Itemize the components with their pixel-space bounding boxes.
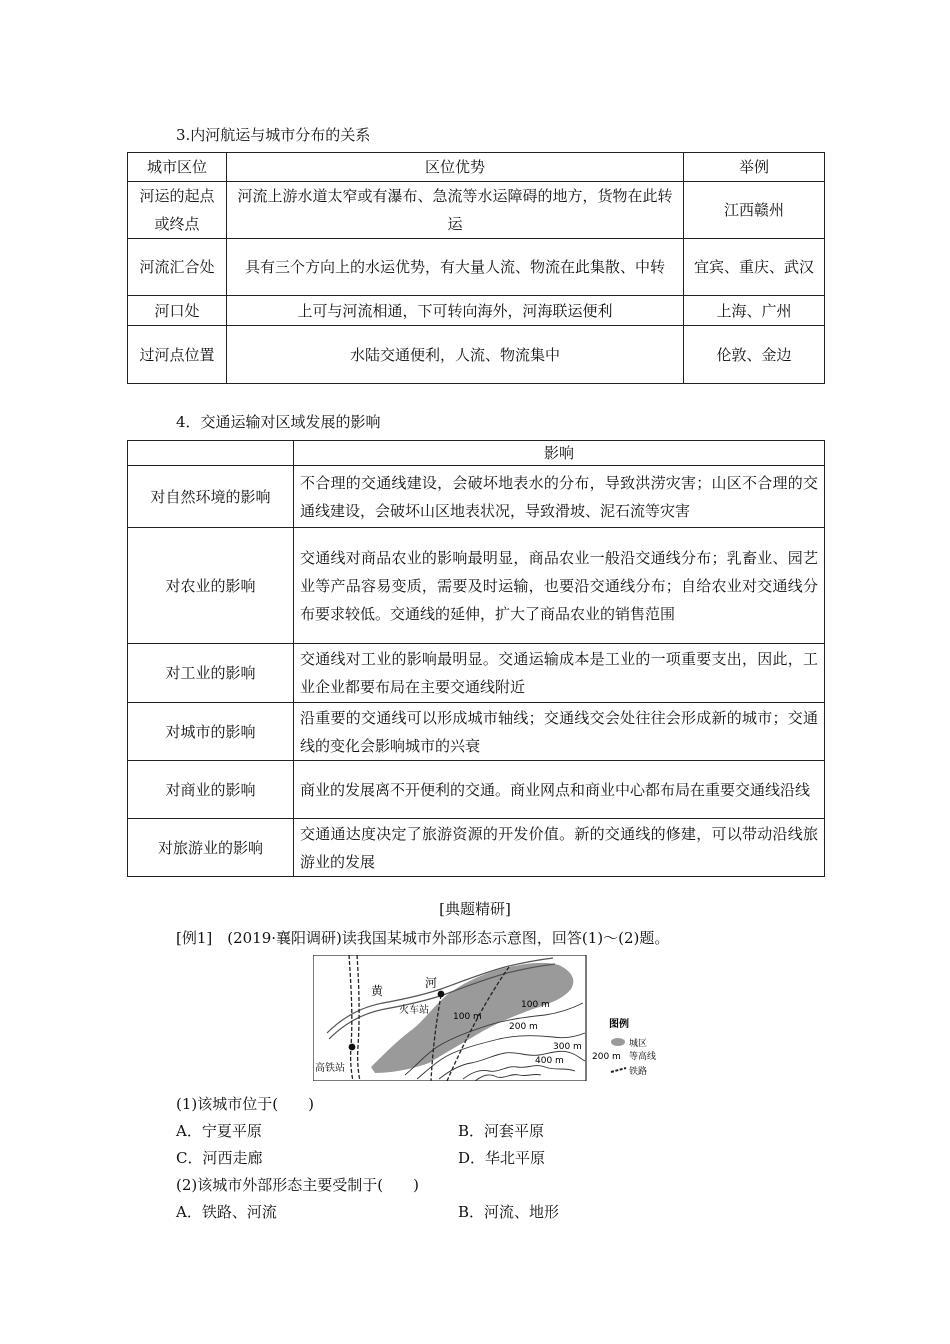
- table-row: [128, 239, 825, 296]
- river-city-table: [127, 152, 825, 384]
- city-morphology-map: [313, 955, 670, 1081]
- table-row: [128, 761, 825, 819]
- cell-effect: 交通线对商品农业的影响最明显，商品农业一般沿交通线分布；乳畜业、园艺业等产品容易变质，需要及时运输，也要沿交通线分布；自给农业对交通线分布要求较低。交通线的延伸，扩大了商品农业的销售范围: [294, 528, 825, 644]
- table-row: [128, 703, 825, 761]
- q2-option-b: B．河流、地形: [458, 1203, 560, 1221]
- cell-example: 伦敦、金边: [684, 326, 825, 384]
- cell-effect: 交通线对工业的影响最明显。交通运输成本是工业的一项重要支出，因此，工业企业都要布局在主要交通线附近: [294, 644, 825, 703]
- cell-effect: 不合理的交通线建设，会破坏地表水的分布，导致洪涝灾害；山区不合理的交通线建设，会破坏山区地表状况，导致滑坡、泥石流等灾害: [294, 466, 825, 528]
- contour-label-200: 200 m: [509, 1022, 538, 1032]
- legend-city-swatch: [611, 1038, 625, 1046]
- cell-advantage: 上可与河流相通，下可转向海外，河海联运便利: [227, 296, 684, 326]
- cell-location: 河运的起点或终点: [128, 182, 227, 239]
- q1-option-d: D．华北平原: [458, 1149, 546, 1167]
- contour-label-400: 400 m: [535, 1056, 564, 1066]
- legend-title: 图例: [609, 1019, 629, 1030]
- contour-label-100a: 100 m: [521, 1000, 550, 1010]
- table-row: [128, 296, 825, 326]
- cell-location: 河口处: [128, 296, 227, 326]
- col-header-location: 城市区位: [128, 153, 227, 182]
- table-header-row: [128, 153, 825, 182]
- cell-effect: 商业的发展离不开便利的交通。商业网点和商业中心都布局在重要交通线沿线: [294, 761, 825, 819]
- cell-item: 对商业的影响: [128, 761, 294, 819]
- contour-label-100b: 100 m: [453, 1012, 482, 1022]
- col-header-advantage: 区位优势: [227, 153, 684, 182]
- legend-city-label: 城区: [629, 1039, 648, 1049]
- transport-impact-table: [127, 440, 825, 877]
- example-intro: [例1] (2019·襄阳调研)读我国某城市外部形态示意图，回答(1)～(2)题。: [176, 929, 670, 947]
- cell-location: 河流汇合处: [128, 239, 227, 296]
- table-row: [128, 466, 825, 528]
- q1-option-c: C．河西走廊: [176, 1149, 263, 1167]
- cell-example: 上海、广州: [684, 296, 825, 326]
- cell-location: 过河点位置: [128, 326, 227, 384]
- col-header-impact: 影响: [294, 441, 825, 466]
- question-1: (1)该城市位于( ): [176, 1095, 314, 1113]
- question-2: (2)该城市外部形态主要受制于( ): [176, 1176, 419, 1194]
- section3-heading: 3.内河航运与城市分布的关系: [176, 126, 371, 144]
- train-station-label: 火车站: [399, 1005, 429, 1016]
- col-header-blank: [128, 441, 294, 466]
- hsr-station-label: 高铁站: [315, 1063, 345, 1074]
- table-row: [128, 182, 825, 239]
- table-row: [128, 644, 825, 703]
- cell-advantage: 河流上游水道太窄或有瀑布、急流等水运障碍的地方，货物在此转运: [227, 182, 684, 239]
- river-label-2: 河: [425, 976, 438, 990]
- river-label-1: 黄: [371, 984, 384, 998]
- example-title: [典题精研]: [439, 900, 511, 918]
- cell-advantage: 水陆交通便利，人流、物流集中: [227, 326, 684, 384]
- legend-rail-label: 铁路: [629, 1067, 648, 1077]
- cell-example: 宜宾、重庆、武汉: [684, 239, 825, 296]
- train-station-marker: [438, 991, 445, 998]
- section4-heading: 4．交通运输对区域发展的影响: [176, 413, 381, 431]
- q1-option-b: B．河套平原: [458, 1122, 545, 1140]
- table-row: [128, 819, 825, 877]
- cell-effect: 交通通达度决定了旅游资源的开发价值。新的交通线的修建，可以带动沿线旅游业的发展: [294, 819, 825, 877]
- cell-advantage: 具有三个方向上的水运优势，有大量人流、物流在此集散、中转: [227, 239, 684, 296]
- table-row: [128, 528, 825, 644]
- legend-contour-value: 200 m: [592, 1052, 621, 1062]
- legend-contour-label: 等高线: [629, 1052, 657, 1062]
- col-header-example: 举例: [684, 153, 825, 182]
- cell-item: 对旅游业的影响: [128, 819, 294, 877]
- cell-effect: 沿重要的交通线可以形成城市轴线；交通线交会处往往会形成新的城市；交通线的变化会影响城市的兴衰: [294, 703, 825, 761]
- contour-label-300: 300 m: [553, 1042, 582, 1052]
- cell-item: 对自然环境的影响: [128, 466, 294, 528]
- table-header-row: [128, 441, 825, 466]
- cell-example: 江西赣州: [684, 182, 825, 239]
- cell-item: 对农业的影响: [128, 528, 294, 644]
- cell-item: 对城市的影响: [128, 703, 294, 761]
- q2-option-a: A．铁路、河流: [176, 1203, 277, 1221]
- table-row: [128, 326, 825, 384]
- q1-option-a: A．宁夏平原: [176, 1122, 262, 1140]
- legend-rail-swatch: [611, 1068, 626, 1072]
- hsr-station-marker: [349, 1044, 356, 1051]
- cell-item: 对工业的影响: [128, 644, 294, 703]
